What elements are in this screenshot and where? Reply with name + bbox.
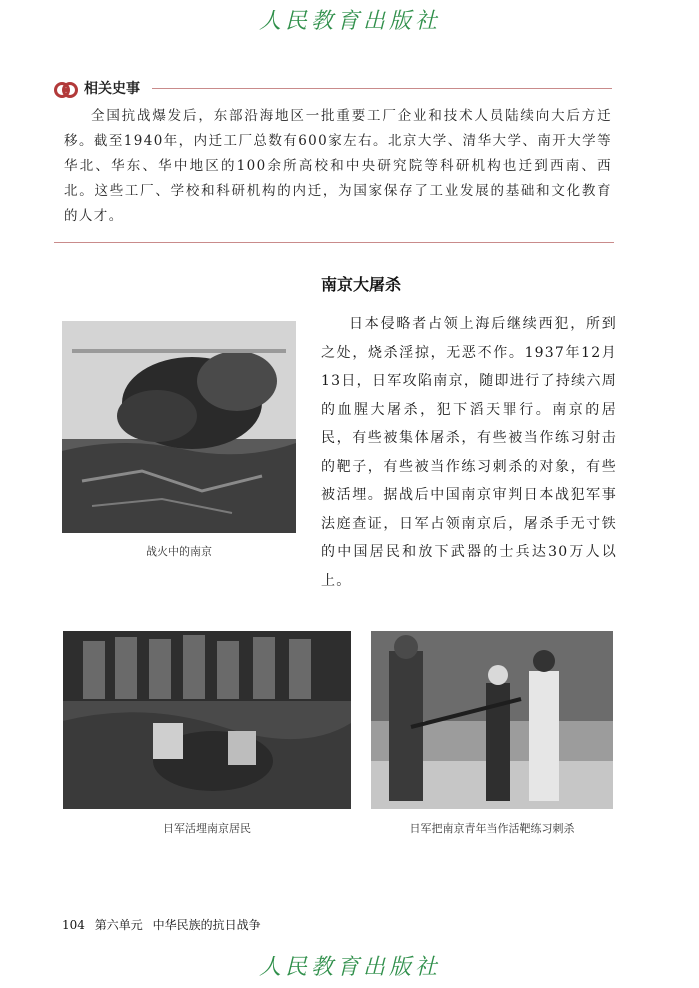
article-heading: 南京大屠杀 <box>321 275 402 294</box>
page-number: 104 <box>62 918 85 932</box>
article-body: 日本侵略者占领上海后继续西犯，所到之处，烧杀淫掠，无恶不作。1937年12月13日，日军攻陷南京，随即进行了持续六周的血腥大屠杀，犯下滔天罪行。南京的居民，有些被集体屠杀，有些被当作练习射击的靶子，有些被当作练习刺杀的对象，有些被活埋。据战后中国南京审判日本战犯军事法庭查证，日军占领南京后，屠杀手无寸铁的中国居民和放下武器的士兵达30万人以上。 <box>321 316 617 589</box>
sidebar-bottom-rule <box>54 242 614 243</box>
unit-title: 中华民族的抗日战争 <box>152 918 261 932</box>
caption-photo-3: 日军把南京青年当作活靶练习刺杀 <box>409 822 575 835</box>
publisher-logo-top: 人民教育出版社 <box>258 9 441 34</box>
publisher-logo-bottom: 人民教育出版社 <box>258 955 441 980</box>
photo-burial <box>63 631 351 809</box>
sidebar-paragraph: 全国抗战爆发后，东部沿海地区一批重要工厂企业和技术人员陆续向大后方迁移。截至1940年，内迁工厂总数有600家左右。北京大学、清华大学、南开大学等华北、华东、华中地区的100余所高校和中央研究院等科研机构也迁到西南、西北。这些工厂、学校和科研机构的内迁，为国家保存了工业发展的基础和文化教育的人才。 <box>64 108 612 224</box>
sidebar-top-rule <box>152 88 612 89</box>
page-footer <box>62 916 267 933</box>
caption-photo-1: 战火中的南京 <box>146 545 212 558</box>
sidebar-title: 相关史事 <box>84 81 140 97</box>
photo-bayonet-practice <box>371 631 613 809</box>
caption-photo-2: 日军活埋南京居民 <box>163 822 251 835</box>
sidebar-swirl-icon <box>54 78 78 102</box>
photo-nanjing-in-war <box>62 321 296 533</box>
unit-label: 第六单元 <box>94 918 143 932</box>
